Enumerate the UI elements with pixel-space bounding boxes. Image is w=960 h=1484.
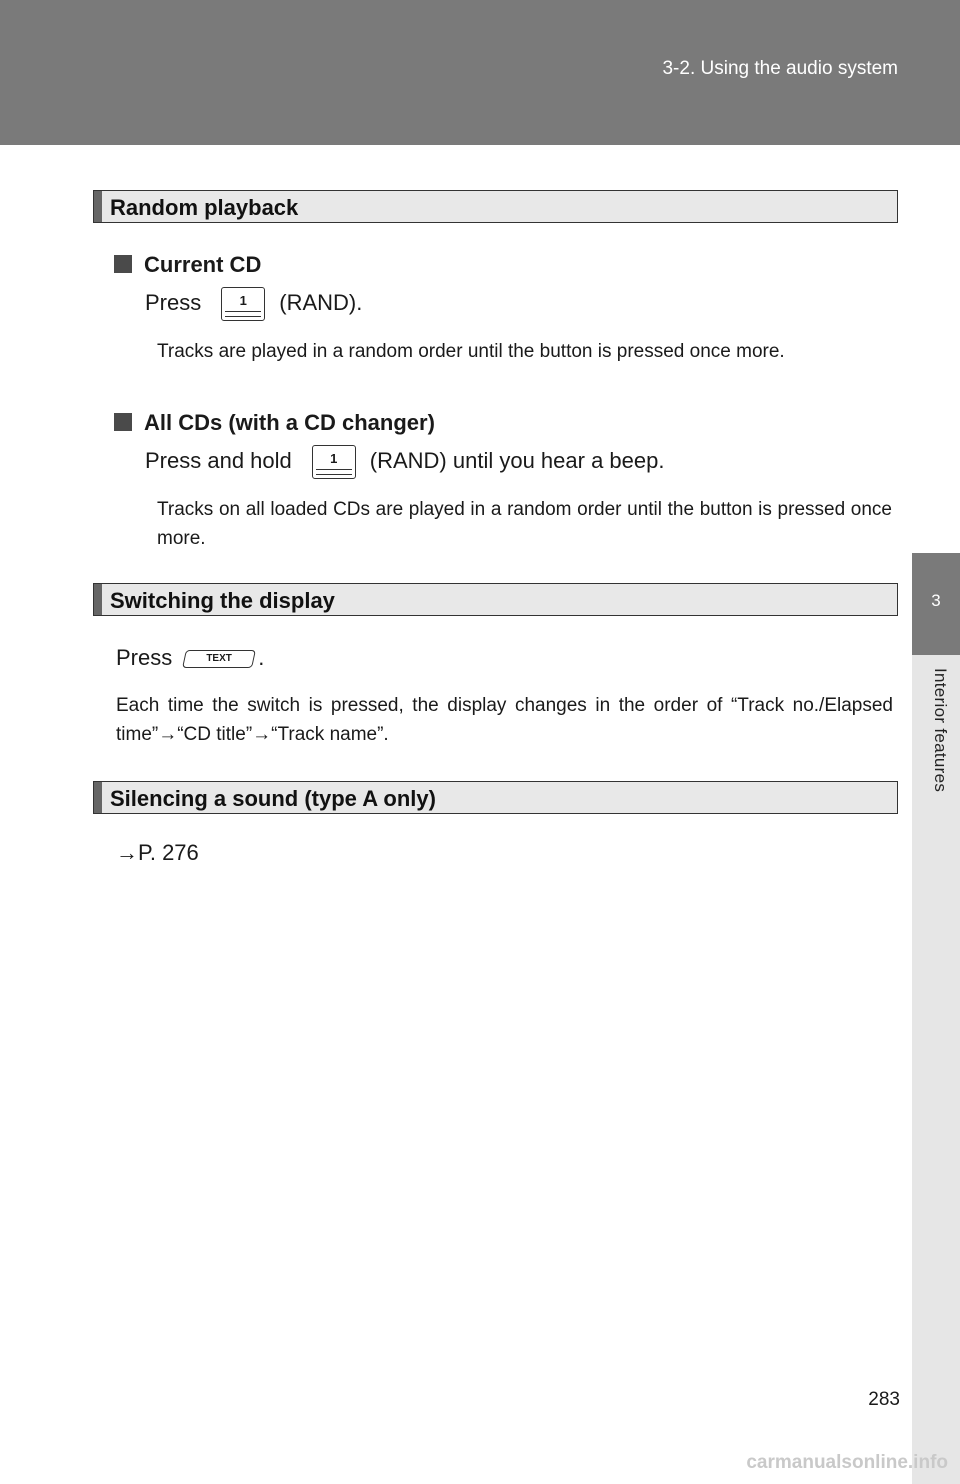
instruction-all-cds (145, 445, 664, 479)
instruction-text: Press and hold (145, 447, 292, 473)
section-header-random-playback (93, 190, 898, 223)
header-band (0, 0, 960, 145)
subheading-text: Current CD (144, 252, 262, 277)
subheading-current-cd (114, 252, 261, 278)
text-button-icon (182, 650, 256, 668)
subheading-all-cds (114, 410, 435, 436)
watermark: carmanualsonline.info (746, 1452, 948, 1473)
section-header-switching-display (93, 583, 898, 616)
key-label: 1 (239, 293, 247, 308)
section-title: Switching the display (110, 588, 335, 613)
instruction-current-cd (145, 287, 362, 321)
page-reference: →P. 276 (116, 840, 199, 865)
section-header-bar (94, 782, 102, 813)
running-header: 3-2. Using the audio system (662, 58, 898, 79)
chapter-label: Interior features (931, 668, 950, 793)
key-label: TEXT (206, 653, 233, 665)
instruction-text-button (116, 645, 264, 671)
instruction-text: Press (116, 645, 173, 670)
preset-1-button-icon (221, 287, 265, 321)
key-label: 1 (330, 451, 338, 466)
section-header-silencing-sound (93, 781, 898, 814)
page-number: 283 (868, 1389, 900, 1410)
instruction-text: (RAND). (279, 289, 363, 315)
section-title: Random playback (110, 195, 299, 220)
square-bullet-icon (114, 413, 132, 431)
instruction-text: (RAND) until you hear a beep. (369, 447, 665, 473)
chapter-number: 3 (931, 591, 941, 610)
chapter-tab (912, 553, 960, 655)
instruction-text: Press (145, 289, 202, 315)
subheading-text: All CDs (with a CD changer) (144, 410, 435, 435)
instruction-text: . (258, 645, 265, 670)
note-all-cds: Tracks on all loaded CDs are played in a random order until the button is pressed once more. (157, 499, 892, 549)
section-title: Silencing a sound (type A only) (110, 786, 436, 811)
section-header-bar (94, 191, 102, 222)
note-display: Each time the switch is pressed, the display changes in the order of “Track no./Elapsed time”→“CD title”→“Track name”. (116, 695, 893, 745)
preset-1-button-icon (312, 445, 356, 479)
note-current-cd: Tracks are played in a random order until the button is pressed once more. (157, 341, 785, 362)
square-bullet-icon (114, 255, 132, 273)
section-header-bar (94, 584, 102, 615)
